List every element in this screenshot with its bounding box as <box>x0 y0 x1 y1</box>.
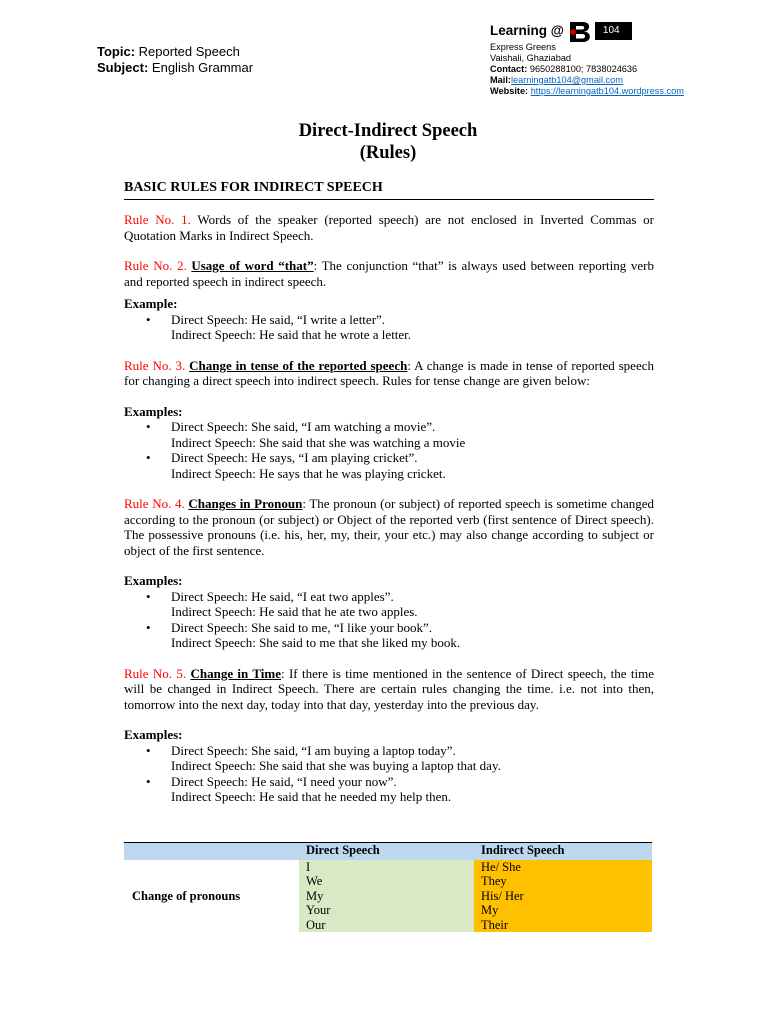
table-cell-direct: Our <box>299 918 474 933</box>
table-header-empty <box>124 843 299 860</box>
example-direct: Direct Speech: He said, “I eat two apples”. <box>171 588 394 604</box>
rule-2-label: Rule No. 2. <box>124 258 187 273</box>
document-title <box>0 120 768 164</box>
rule-5-text: : If there is time mentioned in the sentence of Direct speech, the time will be changed in Indirect Speech. There are certain rules changing the time. i.e. not into then, tomorrow into the next day, today into that day, yesterday into the previous day. <box>124 665 654 712</box>
address-line2: Vaishali, Ghaziabad <box>490 53 572 63</box>
table-header-direct: Direct Speech <box>299 843 474 860</box>
table-header-row <box>124 843 652 860</box>
document-body <box>124 212 654 805</box>
section-heading: BASIC RULES FOR INDIRECT SPEECH <box>124 180 654 200</box>
rule-3-label: Rule No. 3. <box>124 357 186 373</box>
table-cell-direct: Your <box>299 903 474 918</box>
rule-1 <box>124 212 654 243</box>
table-cell-indirect: He/ She <box>474 860 652 875</box>
rule-3-text: : A change is made in tense of reported speech for changing a direct speech into indirect speech. Rules for tense change are given below: <box>124 357 654 388</box>
pronoun-table <box>124 842 652 932</box>
website-label: Website: <box>490 86 529 96</box>
subject-line <box>97 60 253 76</box>
bullet-icon: • <box>146 311 151 327</box>
list-item <box>124 774 654 805</box>
example-indirect: Indirect Speech: He said that he wrote a letter. <box>171 327 412 342</box>
rule-5-examples-label: Examples: <box>124 727 183 742</box>
topic-label: Topic: <box>97 44 136 59</box>
list-item <box>124 312 654 343</box>
bullet-icon: • <box>146 588 151 604</box>
bullet-icon: • <box>146 742 151 758</box>
example-direct: Direct Speech: She said to me, “I like your book”. <box>171 619 433 635</box>
website-link[interactable]: https://learningatb104.wordpress.com <box>530 86 684 96</box>
contact-label: Contact: <box>490 64 528 74</box>
brand-block <box>490 20 684 97</box>
example-indirect: Indirect Speech: He says that he was playing cricket. <box>171 465 446 481</box>
bullet-icon: • <box>146 619 151 635</box>
rule-1-label: Rule No. 1. <box>124 212 191 227</box>
mail-label: Mail: <box>490 75 511 85</box>
example-direct: Direct Speech: He says, “I am playing cricket”. <box>171 450 418 465</box>
topic-line <box>97 44 253 60</box>
list-item <box>124 743 654 774</box>
example-indirect: Indirect Speech: She said that she was watching a movie <box>171 434 466 450</box>
address-line1: Express Greens <box>490 42 556 52</box>
example-indirect: Indirect Speech: He said that he needed my help then. <box>171 789 452 804</box>
table-cell-direct: My <box>299 889 474 904</box>
rule-1-text: Words of the speaker (reported speech) are not enclosed in Inverted Commas or Quotation Marks in Indirect Speech. <box>124 212 654 243</box>
rule-2-examples-label: Example: <box>124 296 178 311</box>
table-cell-indirect: His/ Her <box>474 889 652 904</box>
table-cell-indirect: They <box>474 874 652 889</box>
example-direct: Direct Speech: He said, “I write a letter”. <box>171 311 386 327</box>
rule-4 <box>124 496 654 558</box>
bullet-icon: • <box>146 419 151 434</box>
example-direct: Direct Speech: She said, “I am watching a movie”. <box>171 419 436 434</box>
table-row <box>124 860 652 875</box>
topic-value: Reported Speech <box>138 44 240 59</box>
list-item <box>124 589 654 620</box>
mail-line <box>490 75 684 86</box>
contact-line <box>490 64 684 75</box>
subject-value: English Grammar <box>151 60 254 75</box>
rule-2-text: : The conjunction “that” is always used between reporting verb and reported speech in indirect speech. <box>124 258 654 289</box>
table-header-indirect: Indirect Speech <box>474 843 652 860</box>
rule-2 <box>124 258 654 289</box>
rule-5-label: Rule No. 5. <box>124 665 187 681</box>
b-logo-icon <box>567 20 593 42</box>
rule-3 <box>124 358 654 389</box>
example-direct: Direct Speech: He said, “I need your now”. <box>171 773 397 789</box>
rule-4-heading: Changes in Pronoun <box>188 496 303 511</box>
brand-number: 104 <box>595 22 632 40</box>
contact-value: 9650288100; 7838024636 <box>529 64 638 74</box>
rule-2-heading: Usage of word “that” <box>191 258 314 273</box>
website-line <box>490 86 684 97</box>
list-item <box>124 450 654 481</box>
rule-5-heading: Change in Time <box>190 665 282 681</box>
rule-4-text: : The pronoun (or subject) of reported speech is sometime changed according to the pronoun (or subject) or Object of the reported verb (first sentence of Direct speech). The possessive pronouns (i.e. his, her, my, their, your etc.) may also change according to subject or object of the first sentence. <box>124 496 655 558</box>
table-cell-direct: We <box>299 874 474 889</box>
rule-3-examples-label: Examples: <box>124 403 183 419</box>
table-cell-indirect: Their <box>474 918 652 933</box>
mail-link[interactable]: learningatb104@gmail.com <box>510 75 623 85</box>
title-line2: (Rules) <box>359 143 417 163</box>
example-indirect: Indirect Speech: She said that she was buying a laptop that day. <box>171 758 501 773</box>
bullet-icon: • <box>146 773 151 789</box>
brand-name: Learning @ <box>490 23 564 38</box>
table-cell-direct: I <box>299 860 474 875</box>
rule-4-label: Rule No. 4. <box>124 496 185 511</box>
example-indirect: Indirect Speech: She said to me that she liked my book. <box>171 635 461 650</box>
example-indirect: Indirect Speech: He said that he ate two apples. <box>171 604 418 619</box>
bullet-icon: • <box>146 450 151 465</box>
list-item <box>124 620 654 651</box>
rule-3-heading: Change in tense of the reported speech <box>189 357 408 373</box>
list-item <box>124 419 654 450</box>
rule-4-examples-label: Examples: <box>124 573 183 588</box>
brand-title <box>490 20 684 42</box>
rule-5 <box>124 666 654 713</box>
logo <box>567 20 632 42</box>
subject-label: Subject: <box>97 60 149 75</box>
example-direct: Direct Speech: She said, “I am buying a laptop today”. <box>171 742 456 758</box>
table-row-label: Change of pronouns <box>132 888 241 903</box>
topic-block <box>97 44 253 76</box>
table-cell-indirect: My <box>474 903 652 918</box>
title-line1: Direct-Indirect Speech <box>298 121 478 141</box>
